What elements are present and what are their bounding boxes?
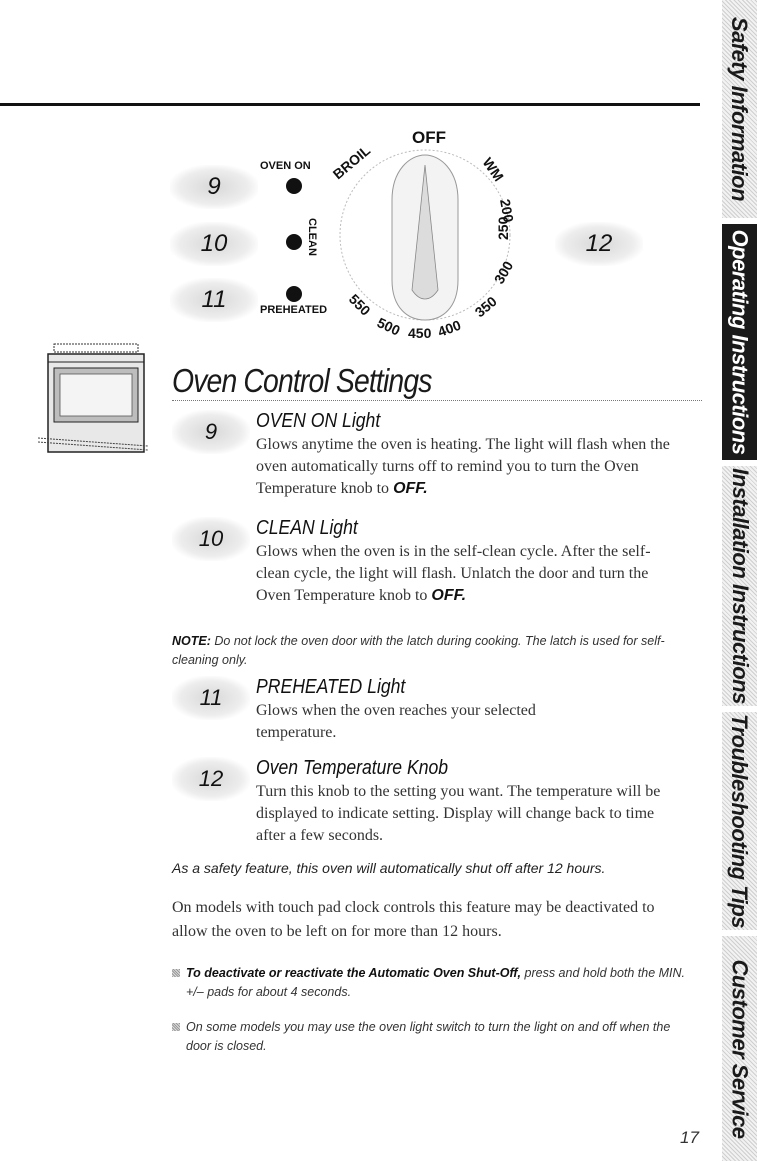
- item-heading: OVEN ON Light: [256, 410, 381, 432]
- preheated-light: [286, 286, 302, 302]
- temp-200: 200: [497, 197, 517, 224]
- top-rule: [0, 103, 700, 106]
- item-oven-on-light: [172, 410, 682, 510]
- item-preheated-light: [172, 676, 682, 746]
- oven-illustration-icon: [38, 342, 148, 464]
- control-panel-diagram: [0, 110, 700, 360]
- broil-label: BROIL: [330, 142, 374, 183]
- badge-11: 11: [170, 278, 258, 322]
- bullet-oven-light: On some models you may use the oven light switch to turn the light on and off when the door is closed.: [172, 1018, 692, 1056]
- clean-label: CLEAN: [306, 218, 318, 256]
- item-badge: 11: [172, 676, 250, 720]
- temp-400: 400: [435, 316, 463, 340]
- title-rule: [172, 400, 702, 401]
- temp-300: 300: [490, 258, 517, 287]
- item-badge: 12: [172, 757, 250, 801]
- safety-feature-text: As a safety feature, this oven will automatically shut off after 12 hours.: [172, 860, 606, 876]
- note: NOTE: Do not lock the oven door with the latch during cooking. The latch is used for self-cleaning only.: [172, 634, 665, 667]
- tab-troubleshooting-tips[interactable]: Troubleshooting Tips: [722, 712, 757, 930]
- tab-installation-instructions[interactable]: Installation Instructions: [722, 466, 757, 706]
- temp-350: 350: [471, 293, 500, 321]
- item-oven-temperature-knob: [172, 757, 682, 847]
- item-heading: CLEAN Light: [256, 517, 358, 539]
- item-text: Glows when the oven reaches your selected temperature.: [256, 702, 536, 741]
- tab-safety-information[interactable]: Safety Information: [722, 0, 757, 218]
- oven-temperature-knob[interactable]: [330, 140, 520, 340]
- item-text: Glows anytime the oven is heating. The light will flash when the oven automatically turns off to remind you to turn the Oven Temperature knob to OFF.: [256, 436, 670, 497]
- sidebar: [722, 0, 757, 1161]
- item-heading: Oven Temperature Knob: [256, 757, 449, 779]
- tab-operating-instructions[interactable]: Operating Instructions: [722, 224, 757, 460]
- item-clean-light: [172, 517, 682, 617]
- temp-250: 250: [495, 216, 511, 240]
- oven-on-light: [286, 178, 302, 194]
- tab-customer-service[interactable]: Customer Service: [722, 936, 757, 1161]
- badge-12: 12: [555, 222, 643, 266]
- off-label: OFF: [412, 128, 446, 147]
- item-text: Turn this knob to the setting you want. The temperature will be displayed to indicate setting. Display will change back to time after a few seconds.: [256, 783, 661, 844]
- page-title: Oven Control Settings: [172, 362, 432, 399]
- oven-on-label: OVEN ON: [260, 160, 311, 172]
- temp-500: 500: [374, 314, 403, 339]
- item-text: Glows when the oven is in the self-clean cycle. After the self-clean cycle, the light will flash. Unlatch the door and turn the Oven Temperature knob to OFF.: [256, 543, 651, 604]
- wm-label: WM: [479, 154, 507, 185]
- body-text: On models with touch pad clock controls this feature may be deactivated to allow the oven to be left on for more than 12 hours.: [172, 899, 655, 940]
- item-heading: PREHEATED Light: [256, 676, 406, 698]
- item-badge: 10: [172, 517, 250, 561]
- bullet-deactivate: To deactivate or reactivate the Automatic Oven Shut-Off, press and hold both the MIN. +/– pads for about 4 seconds.: [172, 964, 692, 1002]
- badge-9: 9: [170, 165, 258, 209]
- temp-550: 550: [345, 290, 374, 319]
- clean-light: [286, 234, 302, 250]
- preheated-label: PREHEATED: [260, 304, 328, 316]
- page-number: 17: [680, 1128, 699, 1147]
- badge-10: 10: [170, 222, 258, 266]
- item-badge: 9: [172, 410, 250, 454]
- temp-450: 450: [408, 325, 432, 340]
